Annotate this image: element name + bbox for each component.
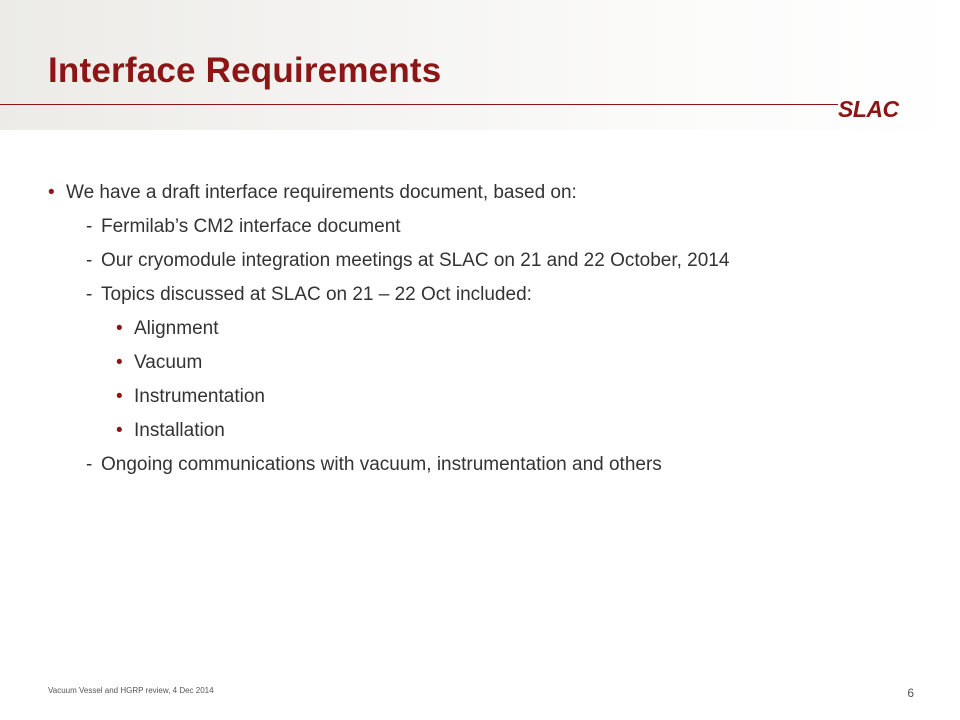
sub-bullet-item <box>48 212 928 246</box>
bullet-text: Vacuum <box>134 352 203 373</box>
dash-marker: - <box>86 454 93 475</box>
page-number: 6 <box>907 686 914 700</box>
sub-bullet-item <box>48 280 928 314</box>
bullet-marker: • <box>116 420 123 441</box>
bullet-text: Topics discussed at SLAC on 21 – 22 Oct included: <box>101 284 532 305</box>
sub-sub-bullet-item <box>48 416 928 450</box>
bullet-marker: • <box>116 352 123 373</box>
bullet-marker: • <box>48 182 55 203</box>
slac-logo <box>836 96 916 122</box>
bullet-text: Installation <box>134 420 225 441</box>
bullet-text: Alignment <box>134 318 219 339</box>
dash-marker: - <box>86 250 93 271</box>
bullet-text: We have a draft interface requirements document, based on: <box>66 182 577 203</box>
bullet-list <box>48 178 928 484</box>
slide-title: Interface Requirements <box>48 51 442 90</box>
bullet-marker: • <box>116 386 123 407</box>
bullet-marker: • <box>116 318 123 339</box>
footer-text: Vacuum Vessel and HGRP review, 4 Dec 2014 <box>48 686 214 695</box>
sub-bullet-item <box>48 246 928 280</box>
title-rule <box>0 104 838 105</box>
sub-sub-bullet-item <box>48 348 928 382</box>
bullet-text: Ongoing communications with vacuum, instrumentation and others <box>101 454 662 475</box>
bullet-text: Our cryomodule integration meetings at SLAC on 21 and 22 October, 2014 <box>101 250 730 271</box>
bullet-text: Instrumentation <box>134 386 265 407</box>
dash-marker: - <box>86 284 93 305</box>
dash-marker: - <box>86 216 93 237</box>
sub-sub-bullet-item <box>48 314 928 348</box>
bullet-item <box>48 178 928 212</box>
slac-logo-text: SLAC <box>838 96 899 122</box>
sub-bullet-item <box>48 450 928 484</box>
sub-sub-bullet-item <box>48 382 928 416</box>
bullet-text: Fermilab’s CM2 interface document <box>101 216 401 237</box>
